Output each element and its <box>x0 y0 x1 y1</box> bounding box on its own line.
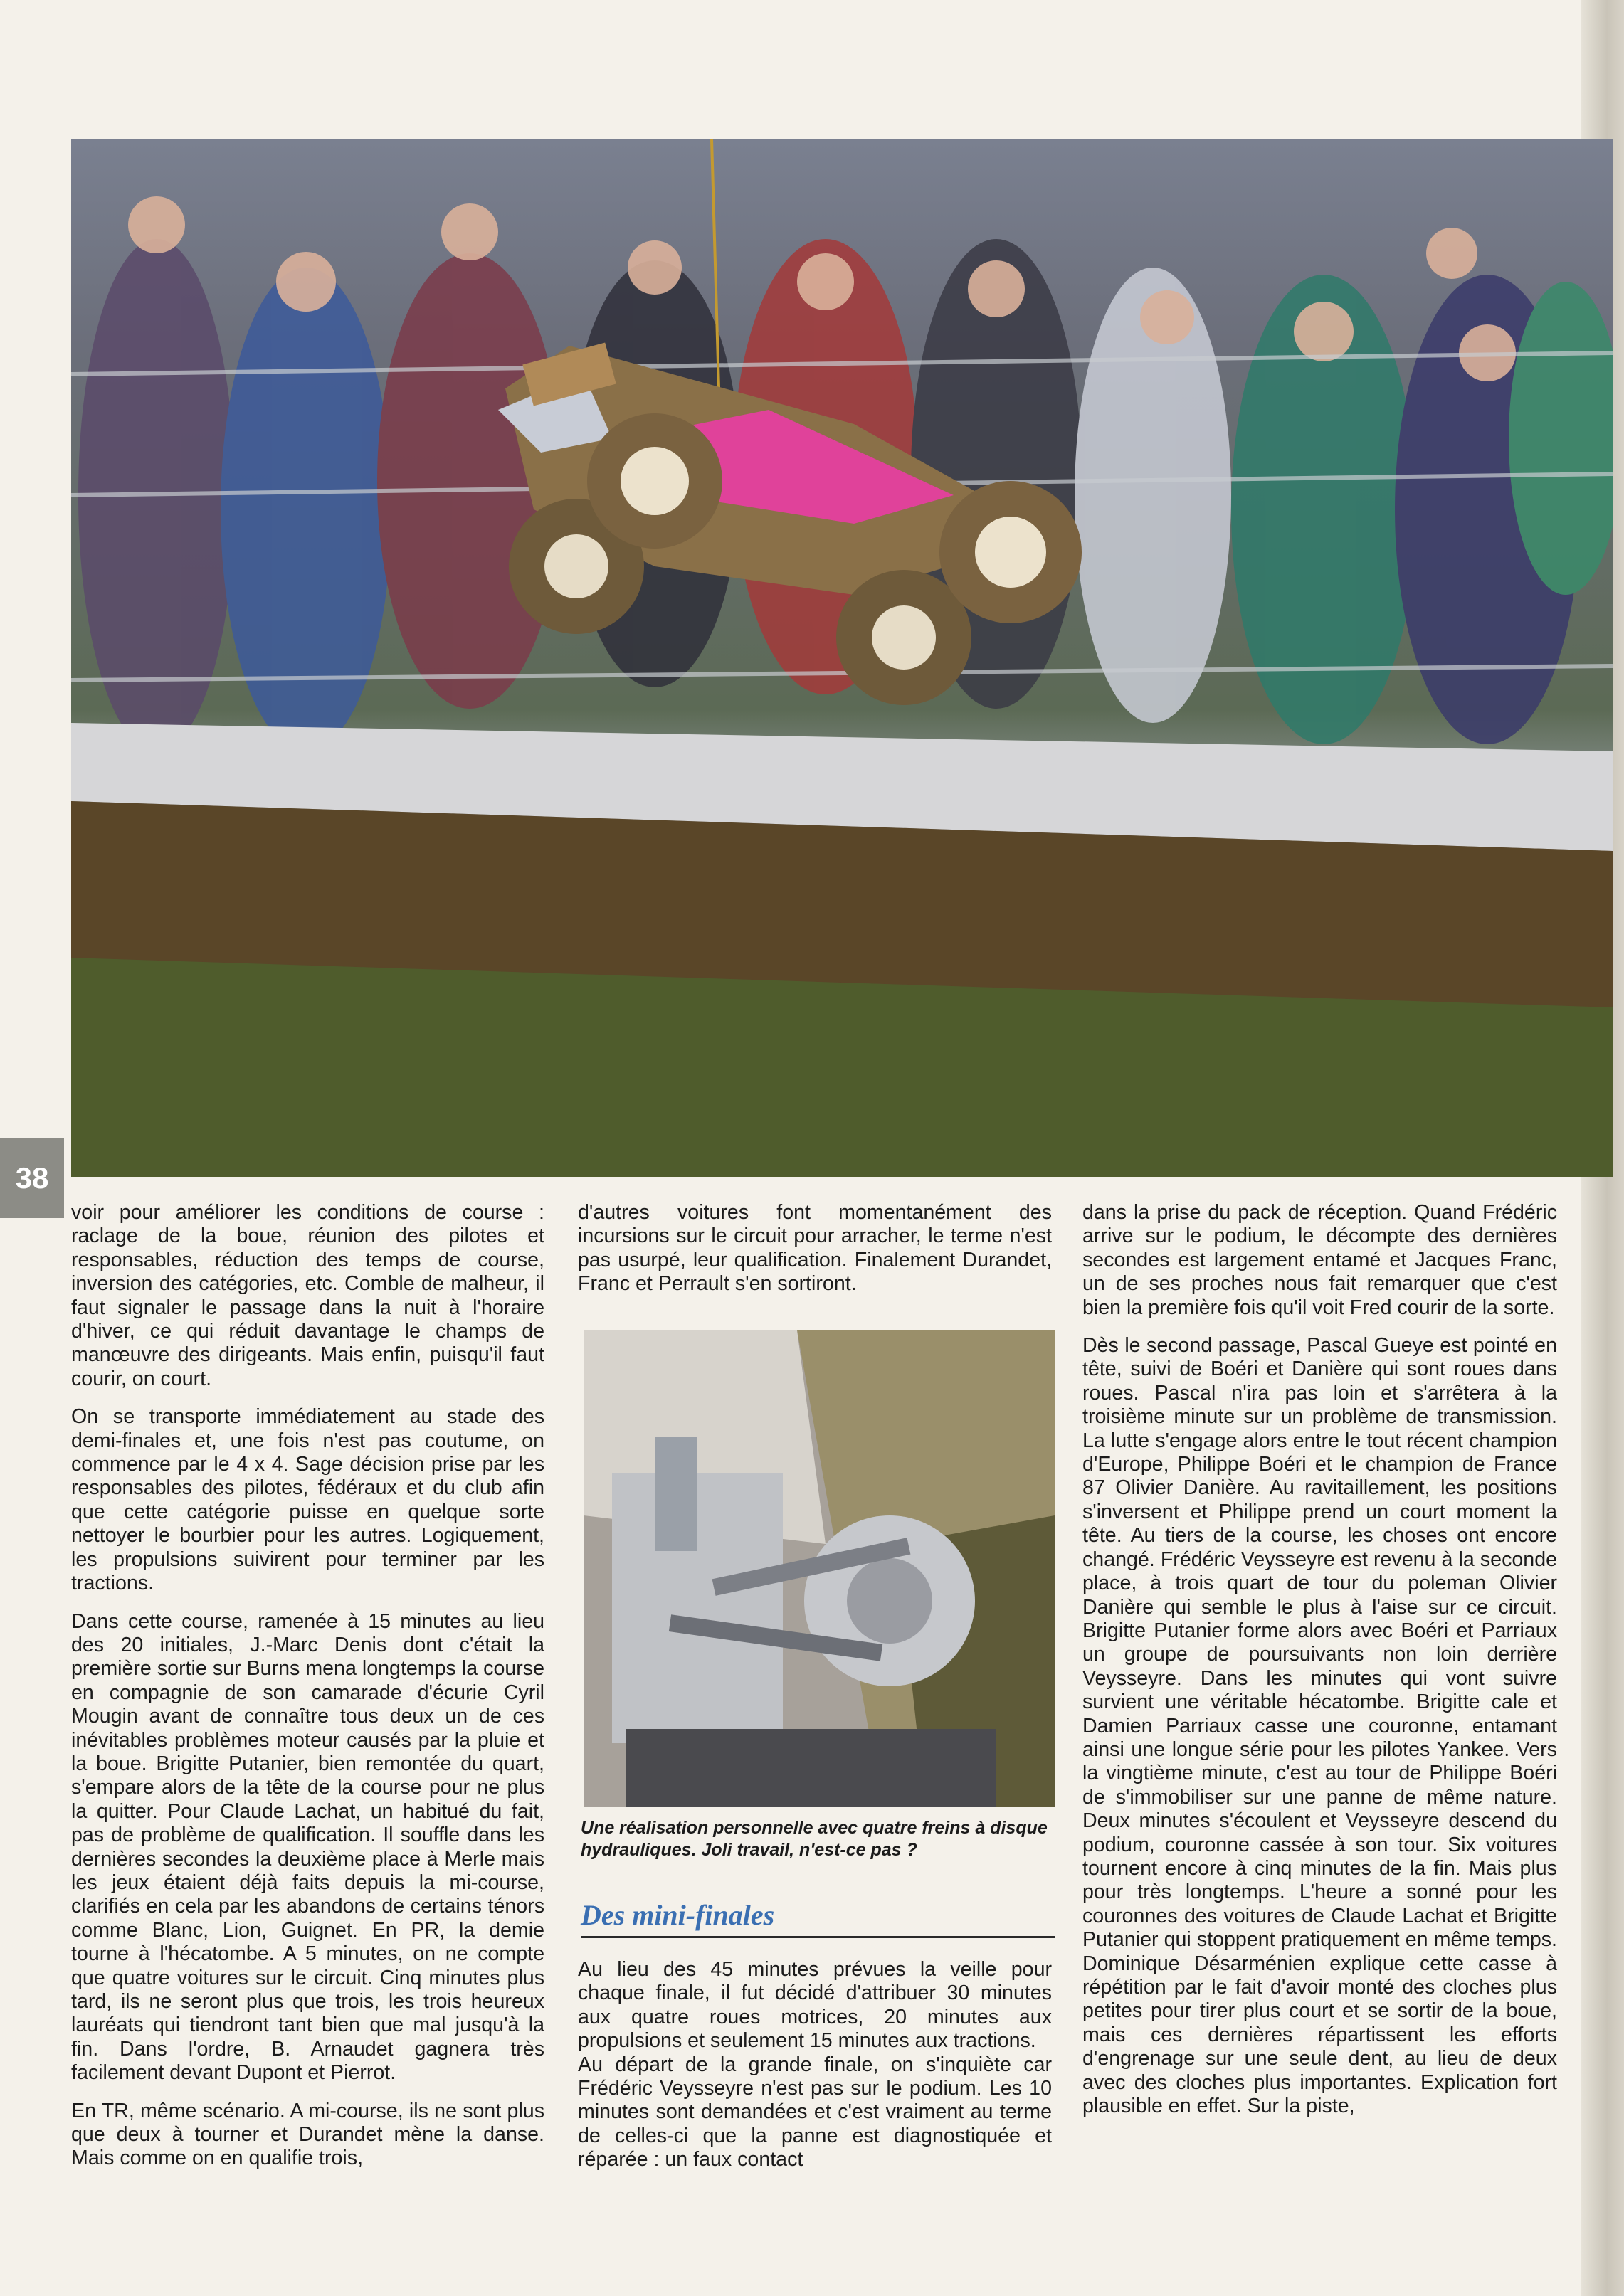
paragraph: On se transporte immédiatement au stade des demi-finales et, une fois n'est pas coutume, on commence par le 4 x 4. Sage décision prise par les responsables des pilotes, fédéraux et du club afin que cette catégorie puisse en quelque sorte nettoyer le bourbier pour les autres. Logiquement, les propulsions suivirent pour terminer par les tractions. <box>71 1405 544 1595</box>
paragraph: Dans cette course, ramenée à 15 minutes au lieu des 20 initiales, J.-Marc Denis dont c'était la première sortie sur Burns mena longtemps la course en compagnie de son camarade d'écurie Cyril Mougin avant de connaître tous deux un de ces inévitables problèmes moteur causés par la pluie et la boue. Brigitte Putanier, bien remontée du quart, s'empare alors de la tête de la course pour ne plus la quitter. Pour Claude Lachat, un habitué du fait, pas de problème de qualification. Il souffle dans les dernières secondes la deuxième place à Merle mais les jeux étaient déjà faits depuis la mi-course, clarifiés en cela par les abandons de certains ténors comme Blanc, Lion, Guignet. En PR, la demie tourne à l'hécatombe. A 5 minutes, on ne compte que quatre voitures sur le circuit. Cinq minutes plus tard, ils ne seront plus que trois, les trois heureux lauréats qui tiendront tant bien que mal jusqu'à la fin. Dans l'ordre, B. Arnaudet gagnera très facilement devant Dupont et Pierrot. <box>71 1609 544 2085</box>
paragraph: d'autres voitures font momentanément des incursions sur le circuit pour arracher, le terme n'est pas usurpé, leur qualification. Finalement Durandet, Franc et Perrault s'en sortiront. <box>578 1201 1052 1296</box>
photo-caption: Une réalisation personnelle avec quatre freins à disque hydrauliques. Joli travail, n'est-ce pas ? <box>581 1818 1048 1860</box>
rc-buggy-jump-photo-icon <box>71 139 1613 1177</box>
paragraph: Dès le second passage, Pascal Gueye est pointé en tête, suivi de Boéri et Danière qui sont roues dans roues. Pascal n'ira pas loin et s'arrêtera à la troisième minute sur un problème de transmission. La lutte s'engage alors entre le tout récent champion d'Europe, Philippe Boéri et le champion de France 87 Olivier Danière. Au ravitaillement, les positions s'inversent et Philippe prend un court moment la tête. Au tiers de la course, les choses ont encore changé. Frédéric Veysseyre est revenu à la seconde place, à trois quart de tour du poleman Olivier Danière qui semble le plus à l'aise sur ce circuit. Brigitte Putanier forme alors avec Boéri et Parriaux un groupe de poursuivants non loin derrière Veysseyre. Dans les minutes qui vont suivre survient une véritable hécatombe. Brigitte cale et Damien Parriaux casse une couronne, entamant ainsi une longue série pour les pilotes Yankee. Vers la vingtième minute, c'est au tour de Philippe Boéri de s'immobiliser sur une panne de même nature. Deux minutes s'écoulent et Veysseyre descend du podium, couronne cassée à son tour. Six voitures tournent encore à cinq minutes de la fin. Mais plus pour très longtemps. L'heure a sonné pour les couronnes des voitures de Claude Lachat et Brigitte Putanier qui stoppent pratiquement en même temps. Dominique Désarménien explique cette casse à répétition par le fait d'avoir monté des cloches plus petites pour tirer plus court et se sortir de la boue, mais ces dernières répartissent les efforts d'engrenage sur une seule dent, au lieu de deux avec des cloches plus importantes. Explication fort plausible en effet. Sur la piste, <box>1082 1334 1557 2118</box>
page-number: 38 <box>0 1138 64 1218</box>
inset-photo <box>584 1330 1055 1807</box>
paragraph: dans la prise du pack de réception. Quand Frédéric arrive sur le podium, le décompte des dernières secondes est largement entamé et Jacques Franc, un de ses proches nous fait remarquer que c'est bien la première fois qu'il voit Fred courir de la sorte. <box>1082 1201 1557 1319</box>
paragraph: Au départ de la grande finale, on s'inquiète car Frédéric Veysseyre n'est pas sur le podium. Les 10 minutes sont demandées et c'est vraiment au terme de celles-ci que la panne est diagnostiquée et réparée : un faux contact <box>578 2053 1052 2171</box>
paragraph: voir pour améliorer les conditions de course : raclage de la boue, réunion des pilotes et responsables, réduction des temps de course, inversion des catégories, etc. Comble de malheur, il faut signaler le passage dans la nuit à l'horaire d'hiver, ce qui réduit davantage le champs de manœuvre des dirigeants. Mais enfin, puisqu'il faut courir, on court. <box>71 1201 544 1390</box>
hydraulic-disc-brake-photo-icon <box>584 1330 1055 1807</box>
section-heading: Des mini-finales <box>581 1898 1055 1938</box>
paragraph: Au lieu des 45 minutes prévues la veille pour chaque finale, il fut décidé d'attribuer 30 minutes aux quatre roues motrices, 20 minutes aux propulsions et seulement 15 minutes aux tractions. <box>578 1958 1052 2053</box>
main-photo <box>71 139 1613 1177</box>
text-column-2 <box>578 1201 1052 1311</box>
text-column-3 <box>1082 1201 1557 2132</box>
text-column-2-bottom <box>578 1958 1052 2172</box>
paragraph: En TR, même scénario. A mi-course, ils ne sont plus que deux à tourner et Durandet mène la danse. Mais comme on en qualifie trois, <box>71 2099 544 2170</box>
text-column-1 <box>71 1201 544 2185</box>
